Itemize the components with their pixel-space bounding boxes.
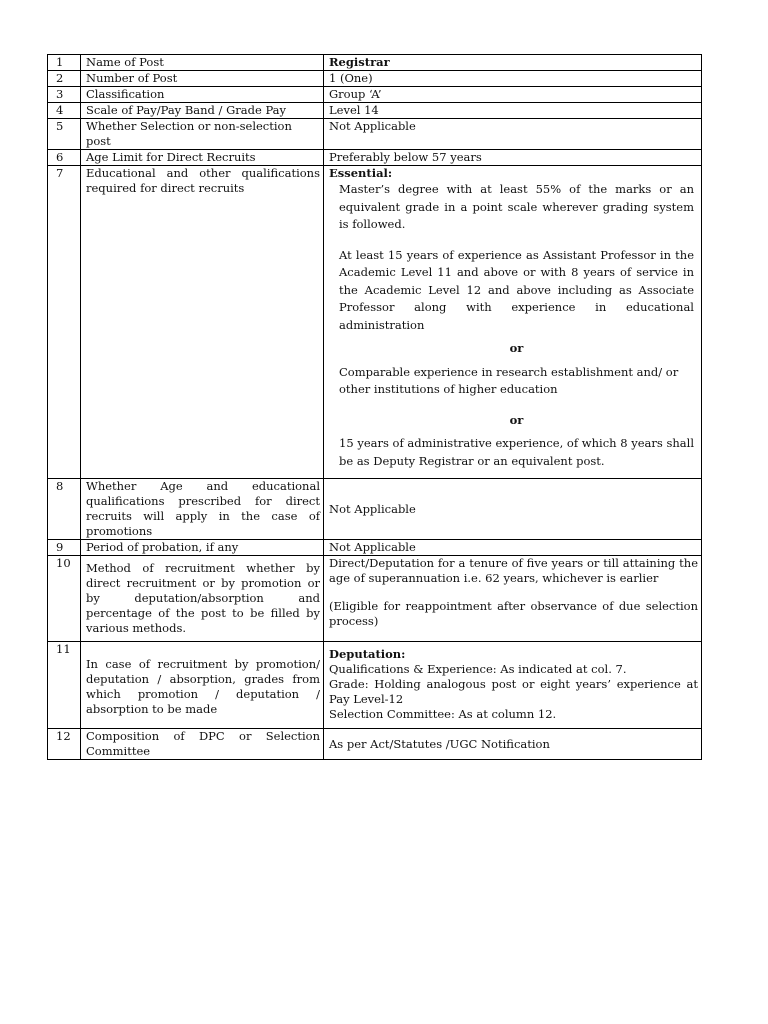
qualification-paragraph: Master’s degree with at least 55% of the marks or an equivalent grade in a point scale wherever grading system is followed. [339, 182, 694, 231]
field-label-text: In case of recruitment by promotion/ deputation / absorption, grades from which promotion / deputation / absorption to be made [86, 657, 320, 716]
recruitment-method-text: Direct/Deputation for a tenure of five years or till attaining the age of superannuation i.e. 62 years, whichever is earlier [329, 556, 698, 585]
table-row [48, 119, 702, 150]
field-value: Not Applicable [324, 540, 702, 556]
field-label: Number of Post [81, 71, 324, 87]
field-label [81, 642, 324, 729]
row-number: 4 [48, 103, 81, 119]
row-number: 9 [48, 540, 81, 556]
or-separator: or [509, 412, 524, 427]
field-label: Whether Age and educational qualifications prescribed for direct recruits will apply in the case of promotions [81, 479, 324, 540]
row-number: 7 [48, 166, 81, 479]
deputation-cell [324, 642, 702, 729]
field-label: Age Limit for Direct Recruits [81, 150, 324, 166]
or-separator: or [509, 341, 524, 355]
row-number: 10 [48, 556, 81, 642]
field-label-text: Method of recruitment whether by direct recruitment or by promotion or by deputation/absorption and percentage of the post to be filled by various methods. [86, 561, 320, 635]
deputation-heading: Deputation: [329, 647, 406, 661]
deputation-line: Grade: Holding analogous post or eight years’ experience at Pay Level-12 [329, 677, 698, 706]
table-row [48, 87, 702, 103]
field-value: Preferably below 57 years [324, 150, 702, 166]
table-row [48, 150, 702, 166]
row-number: 5 [48, 119, 81, 150]
qualification-paragraph: 15 years of administrative experience, of which 8 years shall be as Deputy Registrar or an equivalent post. [339, 436, 694, 468]
table-row [48, 540, 702, 556]
reappointment-note: (Eligible for reappointment after observance of due selection process) [329, 599, 698, 628]
table-row [48, 479, 702, 540]
field-label: Scale of Pay/Pay Band / Grade Pay [81, 103, 324, 119]
field-label: Name of Post [81, 55, 324, 71]
qualification-paragraph: At least 15 years of experience as Assistant Professor in the Academic Level 11 and above or with 8 years of service in the Academic Level 12 and above including as Associate Professor along with experience in educational administration [339, 247, 694, 332]
field-value: Group ‘A’ [324, 87, 702, 103]
field-label: Educational and other qualifications required for direct recruits [81, 166, 324, 479]
field-label: Whether Selection or non-selection post [81, 119, 324, 150]
table-row [48, 71, 702, 87]
field-value: Level 14 [324, 103, 702, 119]
essential-heading: Essential: [329, 166, 393, 180]
table-row [48, 103, 702, 119]
field-label: Composition of DPC or Selection Committee [81, 729, 324, 760]
field-label: Period of probation, if any [81, 540, 324, 556]
qualification-paragraph: Comparable experience in research establishment and/ or other institutions of higher education [339, 364, 679, 396]
table-row [48, 556, 702, 642]
field-value: As per Act/Statutes /UGC Notification [324, 729, 702, 760]
qualifications-cell [324, 166, 702, 479]
row-number: 6 [48, 150, 81, 166]
recruitment-rules-table [47, 54, 702, 760]
table-row [48, 642, 702, 729]
field-value: 1 (One) [324, 71, 702, 87]
recruitment-method-cell [324, 556, 702, 642]
row-number: 2 [48, 71, 81, 87]
table-row [48, 55, 702, 71]
field-label [81, 556, 324, 642]
field-value: Not Applicable [324, 479, 702, 540]
table-row [48, 729, 702, 760]
row-number: 11 [48, 642, 81, 729]
row-number: 3 [48, 87, 81, 103]
deputation-line: Qualifications & Experience: As indicated at col. 7. [329, 662, 627, 676]
field-label: Classification [81, 87, 324, 103]
row-number: 12 [48, 729, 81, 760]
table-row [48, 166, 702, 479]
row-number: 8 [48, 479, 81, 540]
field-value: Not Applicable [324, 119, 702, 150]
deputation-line: Selection Committee: As at column 12. [329, 707, 557, 721]
field-value: Registrar [324, 55, 702, 71]
row-number: 1 [48, 55, 81, 71]
